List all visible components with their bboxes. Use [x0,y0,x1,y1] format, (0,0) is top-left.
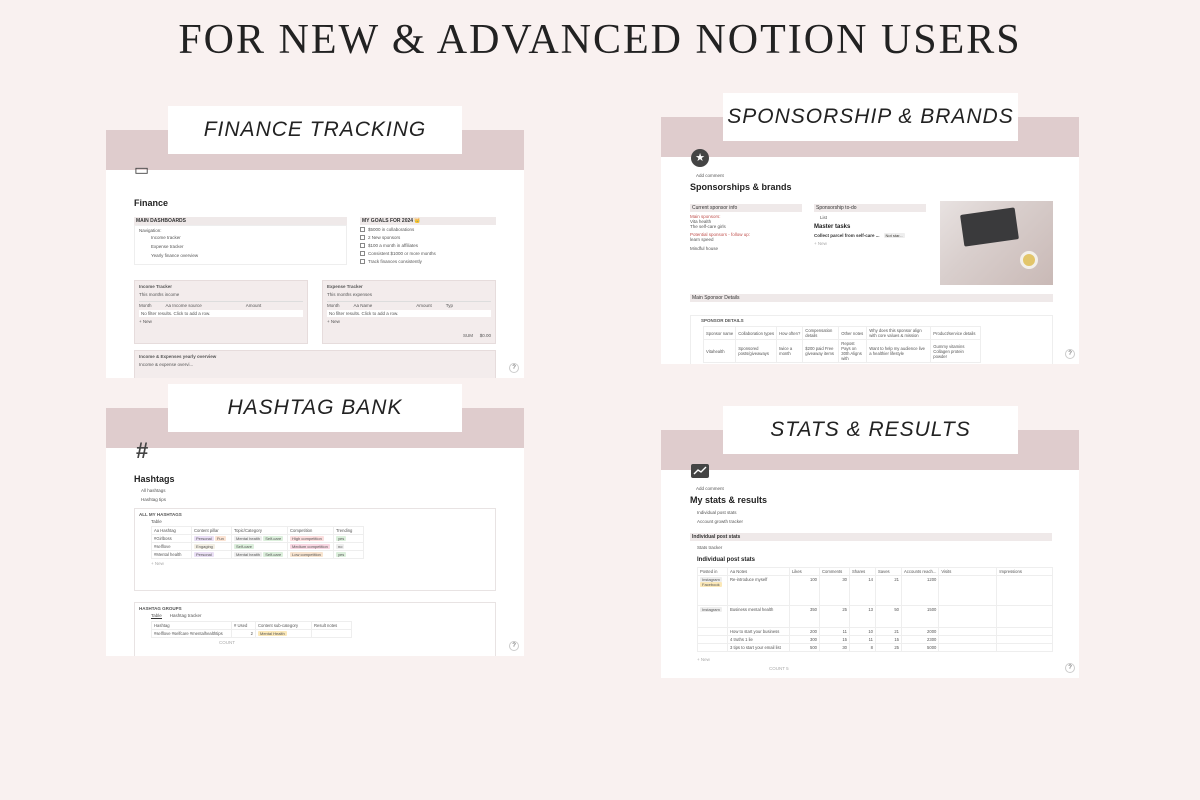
table-row[interactable] [698,644,1053,652]
hashtag-groups-db [134,602,496,656]
cell [192,535,232,543]
col-header: How often? [777,327,803,340]
laptop-photo [940,201,1053,285]
income-tracker-box [134,280,308,344]
tab-table[interactable]: Table [151,613,162,618]
link-post-stats[interactable]: Individual post stats [697,510,737,515]
col-header: Result notes [312,622,352,630]
tag-chip: Self-care [265,536,282,541]
cell: Repost Pays on 30th Aligns with [839,340,867,363]
cell: 15 [876,636,902,644]
col-header: Collaboration types [736,327,777,340]
col-header: Likes [790,568,820,576]
link-all-hashtags[interactable]: All hashtags [141,488,166,493]
cell [288,543,334,551]
col-income-source: Aa Income source [165,303,202,308]
tag-chip: Fun [216,536,224,541]
master-tasks-title: Master tasks [814,224,851,230]
yearly-title: Income & Expenses yearly overview [139,354,217,359]
cell: 50 [876,606,902,628]
sum-label: SUM [463,333,473,338]
table-row[interactable] [704,340,981,363]
goal-text: $5000 in collaborations [368,226,415,232]
cell: #selflove #selfcare #mentalhealthtips [152,630,232,638]
list-view-tab[interactable]: List [820,215,828,220]
col-header: Competition [288,527,334,535]
all-hashtags-heading: ALL MY HASHTAGS [139,512,182,517]
task-name: Collect parcel from self-care ... [814,233,880,238]
add-comment[interactable]: Add comment [696,173,724,178]
current-sponsor-info [690,204,802,251]
cell [232,543,288,551]
goal-text: 2 New sponsors [368,234,401,240]
cell: 4 truths 1 lie [728,636,790,644]
cell: Re-introduce myself [728,576,790,606]
cell [939,606,997,628]
task-row[interactable] [814,233,926,238]
cell: Business mental health [728,606,790,628]
stats-title: My stats & results [690,495,768,505]
help-button[interactable]: ? [1065,349,1075,359]
checkbox[interactable] [360,243,365,248]
cell [997,606,1053,628]
tag-chip: Personal [196,536,212,541]
tag-chip: Instagram [702,577,720,582]
potential-sponsor: Mindful house [690,246,719,251]
cell [939,636,997,644]
cell: 14 [850,576,876,606]
current-info-heading: Current sponsor info [690,204,802,212]
sponsor-details-heading: SPONSOR DETAILS [701,318,744,323]
tag-chip: High competition [292,536,322,541]
count-label: COUNT [219,640,235,645]
sum-value: $0.00 [479,333,491,338]
col-header: Saves [876,568,902,576]
post-stats-section: Individual post stats [690,533,1052,541]
help-button[interactable]: ? [509,363,519,373]
col-header: Aa Notes [728,568,790,576]
hashtag-panel [106,408,524,656]
cell: 2300 [902,636,939,644]
cell: 15 [820,636,850,644]
cell [698,606,728,628]
cell [939,576,997,606]
chart-icon [691,464,709,478]
col-header: Shares [850,568,876,576]
goal-text: Track finances consistently [368,258,422,264]
cell: How to start your business [728,628,790,636]
cell [997,644,1053,652]
tag-chip: Engaging [196,544,213,549]
cell: 5000 [902,644,939,652]
potential-label: Potential sponsors - follow up: [690,232,751,237]
cell: 21 [876,576,902,606]
main-sponsor: Vita health [690,219,712,224]
cell [192,551,232,559]
col-header: Product/service details [931,327,981,340]
sponsor-label: SPONSORSHIP & BRANDS [723,93,1018,141]
cell: 2000 [902,628,939,636]
cell: 11 [850,636,876,644]
new-task-button[interactable]: + New [814,241,827,246]
table-row[interactable] [698,576,1053,606]
tag-chip: Instagram [702,607,720,612]
cell: 25 [876,644,902,652]
sponsor-details-db [690,315,1053,364]
cell: Gummy vitamins Collagen protein powder [931,340,981,363]
cell: 30 [820,644,850,652]
goals-heading: MY GOALS FOR 2024 👑 [360,217,496,225]
cell [698,628,728,636]
col-header: Posted in [698,568,728,576]
table-row[interactable] [152,630,352,638]
hashtag-label: HASHTAG BANK [168,384,462,432]
help-button[interactable]: ? [509,641,519,651]
main-dashboards-heading: MAIN DASHBOARDS [134,217,347,225]
cell [698,644,728,652]
expense-tracker-box [322,280,496,344]
cell [334,543,364,551]
cell: Sponsored posts/giveaways [736,340,777,363]
table-row[interactable] [698,636,1053,644]
yearly-overview-box [134,350,496,378]
cell: 200 [790,628,820,636]
col-header: Comments [820,568,850,576]
groups-table [151,621,352,638]
stats-table [697,567,1053,652]
finance-label: FINANCE TRACKING [168,106,462,154]
col-amount: Amount [416,303,432,308]
chart-line-icon [691,464,709,478]
col-type: Typ [445,303,454,308]
cell [939,644,997,652]
cell: 300 [790,636,820,644]
add-comment[interactable]: Add comment [696,486,724,491]
col-header: Content sub-category [256,622,312,630]
col-header: Content pillar [192,527,232,535]
hashtag-title: Hashtags [134,474,175,484]
goal-item[interactable] [360,233,496,241]
link-growth-tracker[interactable]: Account growth tracker [697,519,744,524]
finance-panel [106,130,524,378]
cell: Want to help my audience live a healthier lifestyle [867,340,931,363]
goal-item[interactable] [360,241,496,249]
col-month: Month [139,303,152,308]
col-header: Impressions [997,568,1053,576]
col-amount: Amount [245,303,262,308]
income-view[interactable]: This months income [139,292,180,297]
tag-chip: Mental health [236,536,261,541]
cell: 500 [790,644,820,652]
cell [334,535,364,543]
col-month: Month [327,303,340,308]
cell: #Mental health [152,551,192,559]
sponsor-todo [814,204,926,246]
no-filter-results[interactable]: No filter results. Click to add a row. [139,310,303,317]
tab-hashtag-tracker[interactable]: Hashtag tracker [169,613,202,618]
hash-icon: # [136,438,149,463]
tag-chip: Personal [196,552,212,557]
cell [232,535,288,543]
cell [256,630,312,638]
cell: Vitahealth [704,340,736,363]
goal-text: Consistent $1000 or more months [368,250,436,256]
finance-title: Finance [134,198,169,208]
nav-item-yearly[interactable]: Yearly finance overview [151,253,199,258]
cell: 21 [876,628,902,636]
cell [232,551,288,559]
col-header: # Used [232,622,256,630]
checkbox[interactable] [360,235,365,240]
table-view-tab[interactable]: Table [151,519,162,524]
cell: 8 [850,644,876,652]
groups-heading: HASHTAG GROUPS [139,606,182,611]
table-row[interactable] [152,543,364,551]
cell: 350 [790,606,820,628]
stats-panel [661,430,1079,678]
nav-item-income[interactable]: Income tracker [151,235,181,240]
col-header: Other notes [839,327,867,340]
page-title: FOR NEW & ADVANCED NOTION USERS [178,17,1022,63]
col-header: Accounts reach... [902,568,939,576]
sponsor-title: Sponsorships & brands [690,182,792,192]
main-dashboards [134,217,347,265]
col-header: Why does this sponsor align with core values & mission [867,327,931,340]
cell [698,576,728,606]
income-tracker-title: Income Tracker [139,284,173,289]
col-header: Sponsor name [704,327,736,340]
cell: 2 [232,630,256,638]
tag-chip: Low competition [292,552,321,557]
col-header: Trending [334,527,364,535]
cell: 1500 [902,606,939,628]
all-hashtags-db [134,508,496,591]
cell: 1200 [902,576,939,606]
cell: $200 paid Free giveaway items [803,340,839,363]
table-row[interactable] [152,535,364,543]
cell [997,636,1053,644]
goal-item[interactable] [360,257,496,265]
stats-label: STATS & RESULTS [723,406,1018,454]
col-name: Aa Name [353,303,373,308]
expense-tracker-title: Expense Tracker [327,284,363,289]
sponsor-table [703,326,981,363]
hashtag-table [151,526,364,559]
count-label: COUNT 5 [769,666,789,671]
checkbox[interactable] [360,227,365,232]
link-hashtag-tips[interactable]: Hashtag tips [141,497,167,502]
cell: #Girlboss [152,535,192,543]
money-icon: ▭ [134,162,150,179]
cell [288,551,334,559]
tag-chip: Self-care [265,552,282,557]
checkbox[interactable] [360,251,365,256]
cell [939,628,997,636]
expense-view[interactable]: This months expenses [327,292,373,297]
task-status: Not star... [885,233,903,238]
cell: 30 [820,576,850,606]
help-button[interactable]: ? [1065,663,1075,673]
tag-chip: yes [338,552,345,557]
sponsor-panel [661,117,1079,364]
stats-tracker-tab[interactable]: Stats tracker [697,545,723,550]
cell [312,630,352,638]
main-sponsor-details: Main Sponsor Details [690,294,1053,302]
cell: twice a month [777,340,803,363]
coffee-cup [1020,251,1038,269]
new-row-button[interactable]: + New [327,319,340,324]
goal-item[interactable] [360,225,496,233]
main-sponsor: The self-care girls [690,224,726,229]
tag-chip: Medium competition [292,544,328,549]
cell: 11 [820,628,850,636]
cell [192,543,232,551]
laptop-shape [960,207,1019,246]
tag-chip: Self-care [236,544,253,549]
tag-chip: Mental Health [260,631,285,636]
tag-chip: Mental health [236,552,261,557]
navigation-label: Navigation: [139,228,162,233]
goal-item[interactable] [360,249,496,257]
checkbox[interactable] [360,259,365,264]
tag-chip: yes [338,536,345,541]
tag-chip: Facebook [702,582,720,587]
col-header: Visits [939,568,997,576]
star-icon: ★ [691,149,709,167]
no-filter-results[interactable]: No filter results. Click to add a row. [327,310,491,317]
cell [288,535,334,543]
table-row[interactable] [698,606,1053,628]
col-header: Compensation details [803,327,839,340]
todo-heading: Sponsorship to-do [814,204,926,212]
cell: 3 tips to start your email list [728,644,790,652]
cell: #selflove [152,543,192,551]
nav-item-expense[interactable]: Expense tracker [151,244,184,249]
yearly-view[interactable]: Income & expense overvi... [139,362,194,367]
goal-text: $100 a month in affiliates [368,242,418,248]
cell: 25 [820,606,850,628]
potential-sponsor: learn speed [690,237,714,242]
cell: 10 [850,628,876,636]
col-header: Aa Hashtag [152,527,192,535]
col-header: Hashtag [152,622,232,630]
new-row-button[interactable]: + New [697,657,710,662]
table-row[interactable] [698,628,1053,636]
cell: 100 [790,576,820,606]
table-row[interactable] [152,551,364,559]
cell [997,628,1053,636]
cell [334,551,364,559]
col-header: Topic/Category [232,527,288,535]
new-row-button[interactable]: + New [151,561,164,566]
new-row-button[interactable]: + New [139,319,152,324]
cell: 13 [850,606,876,628]
cell [997,576,1053,606]
cell [698,636,728,644]
db-title: Individual post stats [697,557,756,563]
tag-chip: no [338,544,343,549]
main-sponsors-label: Main sponsors: [690,214,721,219]
goals-block [360,217,496,265]
